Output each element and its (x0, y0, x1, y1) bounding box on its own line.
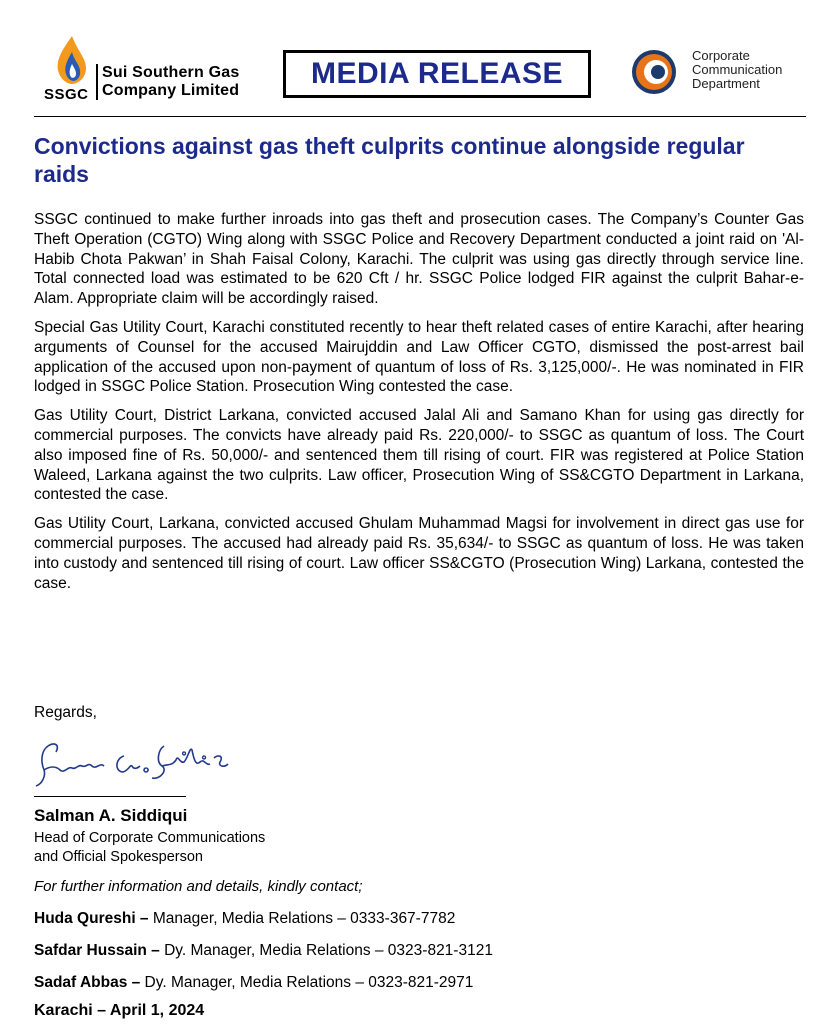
contact-detail: Manager, Media Relations – 0333-367-7782 (148, 910, 456, 927)
contact-name: Safdar Hussain – (34, 942, 160, 959)
contact-detail: Dy. Manager, Media Relations – 0323-821-2971 (140, 974, 474, 991)
paragraph: SSGC continued to make further inroads into gas theft and prosecution cases. The Company’s Counter Gas Theft Operation (CGTO) Wing along with SSGC Police and Recovery Department conducted a joint raid on 'Al-Habib Chota Pakwan’ in Shah Faisal Colony, Karachi. The culprit was using gas directly through service line. Total connected load was estimated to be 620 Cft / hr. SSGC Police lodged FIR against the culprit Bahar-e-Alam. Appropriate claim will be accordingly raised. (34, 211, 804, 308)
headline: Convictions against gas theft culprits continue alongside regular raids (34, 133, 745, 187)
logo-divider (96, 64, 98, 100)
ccd-circle-icon (630, 48, 682, 96)
company-name-line1: Sui Southern Gas (102, 64, 240, 81)
ccd-logo (630, 48, 810, 98)
contact-line (34, 942, 493, 960)
contact-line (34, 910, 455, 928)
contact-name: Sadaf Abbas – (34, 974, 141, 991)
signer-title (34, 829, 265, 867)
media-release-title: MEDIA RELEASE (310, 57, 564, 90)
company-name-line2: Company Limited (102, 82, 240, 99)
handwritten-signature (34, 736, 234, 794)
ccd-line2: Communication (692, 62, 783, 77)
article-body (34, 210, 804, 602)
paragraph: Gas Utility Court, Larkana, convicted accused Ghulam Muhammad Magsi for involvement in direct gas use for commercial purposes. The accused had already paid Rs. 35,634/- to SSGC as quantum of loss. He was taken into custody and sentenced till rising of court. Law officer SS&CGTO (Prosecution Wing) Larkana, contested the case. (34, 515, 804, 592)
dateline: Karachi – April 1, 2024 (34, 1002, 205, 1019)
signer-name: Salman A. Siddiqui (34, 806, 188, 825)
contact-intro: For further information and details, kindly contact; (34, 878, 363, 895)
paragraph: Special Gas Utility Court, Karachi constituted recently to hear theft related cases of entire Karachi, after hearing arguments of Counsel for the accused Mairujddin and Law Officer CGTO, dismissed the post-arrest bail application of the accused upon non-payment of quantum of loss of Rs. 3,125,000/-. He was nominated in FIR lodged in SSGC Police Station. Prosecution Wing contested the case. (34, 318, 804, 396)
contact-detail: Dy. Manager, Media Relations – 0323-821-3121 (159, 942, 493, 959)
contact-name: Huda Qureshi – (34, 910, 149, 927)
ccd-line1: Corporate (692, 48, 750, 63)
company-name (102, 64, 239, 100)
ssgc-flame-icon (52, 34, 92, 86)
signature-rule (34, 796, 186, 797)
page-header (0, 0, 823, 118)
ccd-line3: Department (692, 76, 760, 91)
signer-title-line2: and Official Spokesperson (34, 849, 204, 865)
media-release-box (283, 50, 591, 98)
paragraph: Gas Utility Court, District Larkana, convicted accused Jalal Ali and Samano Khan for using gas directly for commercial purposes. The convicts have already paid Rs. 220,000/- to SSGC as quantum of loss. The Court also imposed fine of Rs. 50,000/- and sentenced them till rising of court. FIR was registered at Police Station Waleed, Larkana against the two culprits. Law officer, Prosecution Wing of SS&CGTO Department in Larkana, contested the case. (34, 407, 804, 504)
signer-title-line1: Head of Corporate Communications (34, 830, 266, 846)
contact-line (34, 974, 473, 992)
ssgc-logo (44, 34, 254, 104)
ssgc-abbreviation: SSGC (44, 86, 89, 103)
header-divider (34, 116, 806, 117)
closing-regards: Regards, (34, 704, 97, 721)
ccd-department-name (692, 49, 782, 91)
